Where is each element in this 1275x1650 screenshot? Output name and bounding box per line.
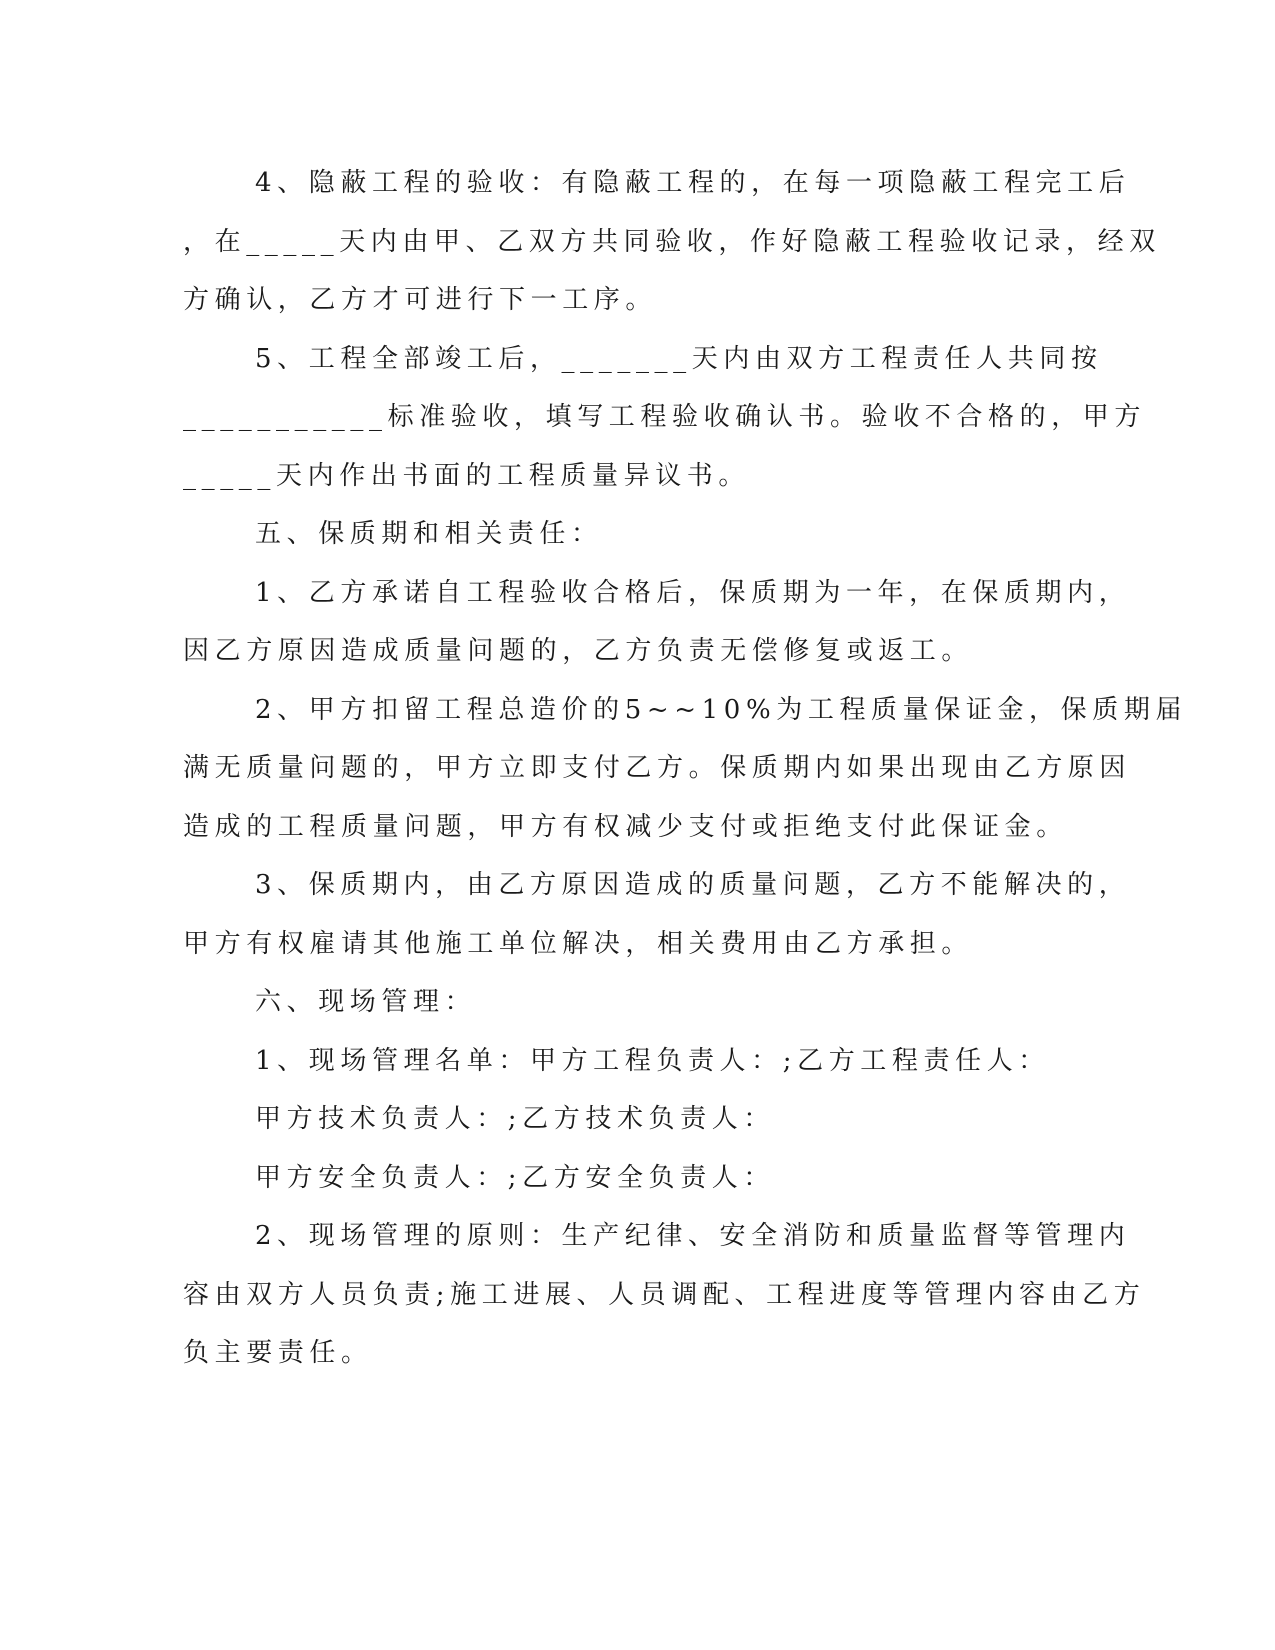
text-line: 3、保质期内，由乙方原因造成的质量问题，乙方不能解决的， [255, 870, 1131, 900]
text-line: 甲方安全负责人：;乙方安全负责人： [255, 1162, 775, 1193]
document-body [183, 154, 1188, 1383]
text-line: 2、甲方扣留工程总造价的5~~10%为工程质量保证金，保质期届 [255, 694, 1188, 725]
text-line: 甲方技术负责人：;乙方技术负责人： [255, 1104, 775, 1134]
text-line: 1、现场管理名单：甲方工程负责人：;乙方工程责任人： [255, 1045, 1050, 1076]
text-line: 负主要责任。 [183, 1338, 373, 1368]
text-line: ，在_____天内由甲、乙双方共同验收，作好隐蔽工程验收记录，经双 [183, 226, 1161, 257]
text-line: 容由双方人员负责;施工进展、人员调配、工程进度等管理内容由乙方 [183, 1279, 1146, 1310]
text-line: _____天内作出书面的工程质量异议书。 [183, 460, 751, 491]
text-line: 1、乙方承诺自工程验收合格后，保质期为一年，在保质期内， [255, 577, 1131, 608]
text-line: 甲方有权雇请其他施工单位解决，相关费用由乙方承担。 [183, 928, 974, 959]
text-line: ___________标准验收，填写工程验收确认书。验收不合格的，甲方 [183, 402, 1147, 432]
text-line: 5、工程全部竣工后，_______天内由双方工程责任人共同按 [255, 343, 1103, 374]
text-line: 因乙方原因造成质量问题的，乙方负责无偿修复或返工。 [183, 636, 974, 666]
text-line: 造成的工程质量问题，甲方有权减少支付或拒绝支付此保证金。 [183, 811, 1068, 842]
text-line: 2、现场管理的原则：生产纪律、安全消防和质量监督等管理内 [255, 1221, 1131, 1251]
text-line: 满无质量问题的，甲方立即支付乙方。保质期内如果出现由乙方原因 [183, 753, 1132, 783]
text-line: 4、隐蔽工程的验收：有隐蔽工程的，在每一项隐蔽工程完工后 [255, 168, 1131, 198]
section-heading: 五、保质期和相关责任： [255, 519, 603, 549]
text-line: 方确认，乙方才可进行下一工序。 [183, 285, 658, 315]
section-heading: 六、现场管理： [255, 987, 477, 1017]
